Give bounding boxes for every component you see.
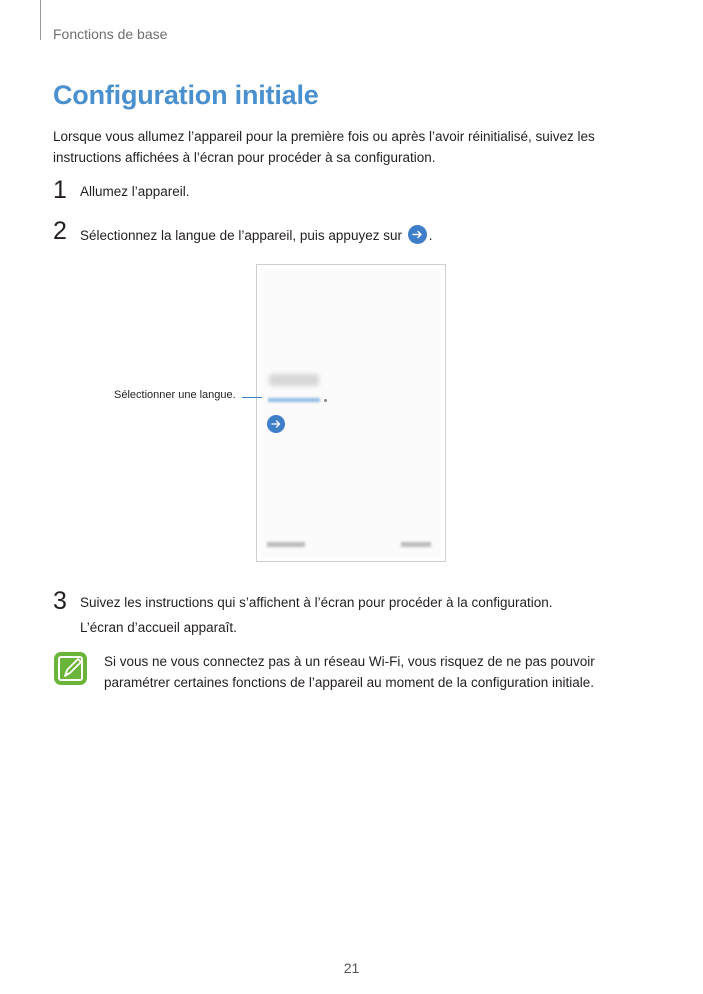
step-text-before: Sélectionnez la langue de l’appareil, puis appuyez sur <box>80 228 402 243</box>
step-text <box>80 225 433 244</box>
arrow-right-circle-icon <box>408 225 427 244</box>
welcome-title-blurred <box>269 374 319 386</box>
callout-leader-line <box>242 397 262 398</box>
figure-callout: Sélectionner une langue. <box>114 389 236 401</box>
section-header: Fonctions de base <box>53 26 168 42</box>
step-number: 3 <box>53 587 67 615</box>
intro-paragraph: Lorsque vous allumez l’appareil pour la première fois ou après l’avoir réinitialisé, suivez les instructions affichées à l’écran pour procéder à sa configuration. <box>53 129 595 165</box>
language-selector-blurred <box>268 398 320 402</box>
step-text-after: . <box>428 228 433 243</box>
bottom-left-option-blurred <box>267 542 305 547</box>
bottom-right-option-blurred <box>401 542 431 547</box>
step-number: 1 <box>53 176 67 204</box>
page-title: Configuration initiale <box>53 80 319 110</box>
page-number: 21 <box>343 960 360 976</box>
step-3-result: L’écran d’accueil apparaît. <box>80 620 237 635</box>
step-number: 2 <box>53 217 67 245</box>
device-screen-illustration <box>256 264 446 562</box>
note-text: Si vous ne vous connectez pas à un réseau Wi-Fi, vous risquez de ne pas pouvoir paramétrer certaines fonctions de l’appareil au moment de la configuration initiale. <box>104 654 595 690</box>
device-screen <box>261 269 441 557</box>
next-arrow-icon <box>267 415 285 433</box>
step-text: Allumez l’appareil. <box>80 184 190 199</box>
dropdown-indicator <box>324 399 327 402</box>
step-text: Suivez les instructions qui s’affichent à l’écran pour procéder à la configuration. <box>80 595 553 610</box>
header-divider <box>40 0 41 40</box>
note-pencil-icon <box>54 652 87 685</box>
